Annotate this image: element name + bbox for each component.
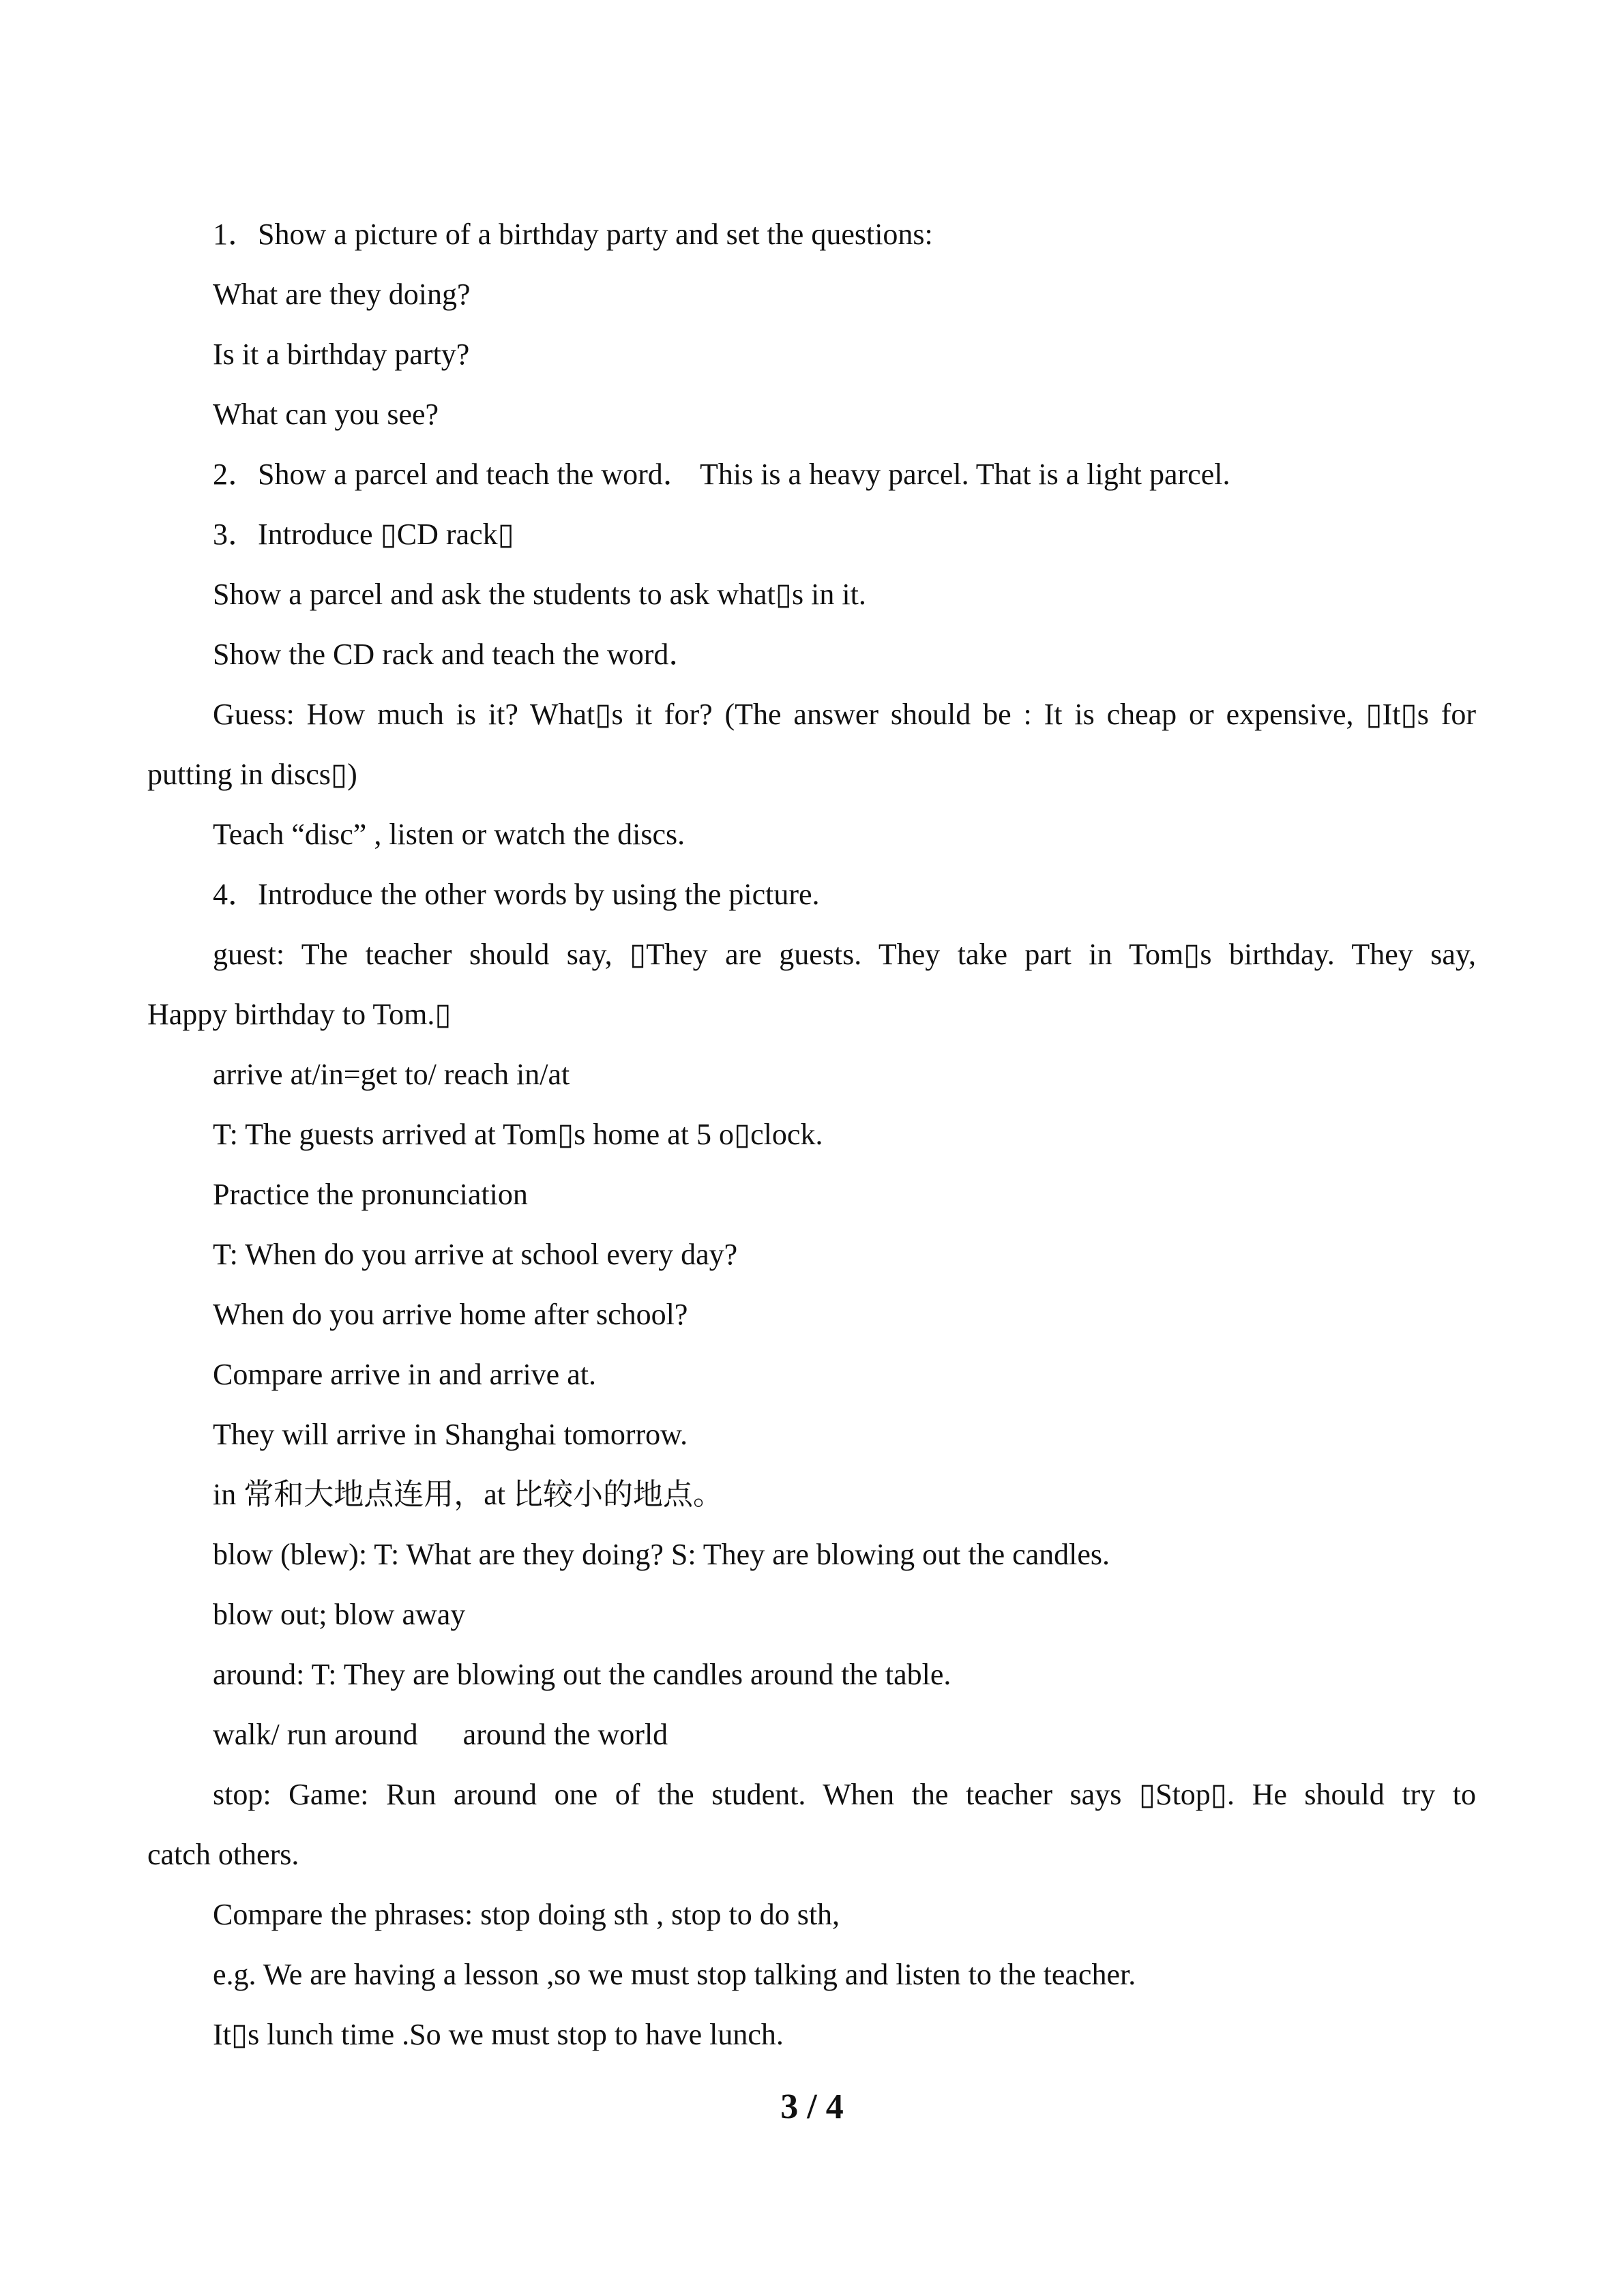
paragraph-20: Compare arrive in and arrive at. — [213, 1358, 596, 1391]
paragraph-14: Happy birthday to Tom.▯ — [147, 998, 452, 1031]
paragraph-28: catch others. — [147, 1838, 299, 1871]
page-number: 3 / 4 — [780, 2087, 844, 2126]
paragraph-8: Show the CD rack and teach the word． — [213, 638, 699, 671]
paragraph-31: It▯s lunch time .So we must stop to have lunch. — [213, 2018, 784, 2051]
paragraph-6: 3．Introduce ▯CD rack▯ — [213, 518, 514, 551]
paragraph-13: guest: The teacher should say, ▯They are guests. They take part in Tom▯s birthday. They say, — [213, 938, 1476, 971]
paragraph-7: Show a parcel and ask the students to ask what▯s in it. — [213, 578, 866, 611]
document-body — [147, 205, 1476, 2065]
paragraph-10: putting in discs▯) — [147, 758, 357, 791]
paragraph-25: around: T: They are blowing out the candles around the table. — [213, 1658, 951, 1691]
paragraph-26: walk/ run around around the world — [213, 1718, 668, 1751]
paragraph-22: in 常和大地点连用，at 比较小的地点。 — [213, 1478, 723, 1511]
paragraph-1: 1．Show a picture of a birthday party and set the questions: — [213, 218, 933, 251]
paragraph-19: When do you arrive home after school? — [213, 1298, 688, 1331]
paragraph-12: 4．Introduce the other words by using the picture. — [213, 878, 820, 911]
paragraph-21: They will arrive in Shanghai tomorrow. — [213, 1418, 688, 1451]
paragraph-17: Practice the pronunciation — [213, 1178, 528, 1211]
paragraph-16: T: The guests arrived at Tom▯s home at 5 o▯clock. — [213, 1118, 823, 1151]
paragraph-30: e.g. We are having a lesson ,so we must stop talking and listen to the teacher. — [213, 1958, 1136, 1991]
paragraph-4: What can you see? — [213, 398, 439, 431]
paragraph-3: Is it a birthday party? — [213, 338, 470, 371]
paragraph-23: blow (blew): T: What are they doing? S: They are blowing out the candles. — [213, 1538, 1110, 1571]
paragraph-29: Compare the phrases: stop doing sth , stop to do sth, — [213, 1898, 840, 1931]
paragraph-11: Teach “disc” , listen or watch the discs. — [213, 818, 685, 851]
paragraph-9: Guess: How much is it? What▯s it for? (The answer should be : It is cheap or expensive, ▯It▯s for — [213, 698, 1476, 731]
paragraph-5: 2．Show a parcel and teach the word． This is a heavy parcel. That is a light parcel. — [213, 458, 1230, 491]
paragraph-2: What are they doing? — [213, 278, 471, 311]
paragraph-18: T: When do you arrive at school every day? — [213, 1238, 738, 1271]
paragraph-24: blow out; blow away — [213, 1598, 466, 1631]
paragraph-15: arrive at/in=get to/ reach in/at — [213, 1058, 570, 1091]
paragraph-27: stop: Game: Run around one of the student. When the teacher says ▯Stop▯. He should try to — [213, 1778, 1476, 1811]
